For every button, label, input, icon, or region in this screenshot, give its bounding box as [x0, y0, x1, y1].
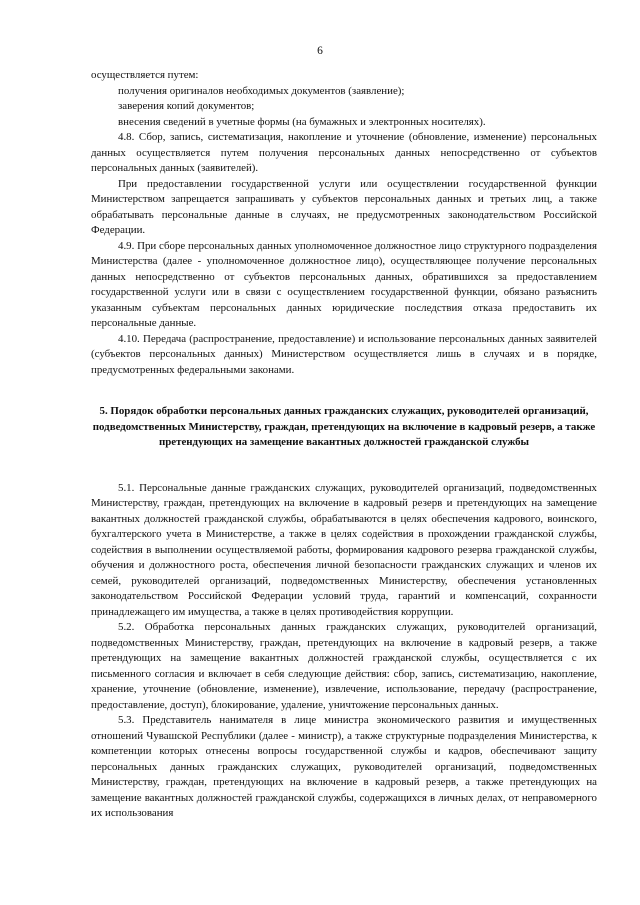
- section-5-heading: 5. Порядок обработки персональных данных гражданских служащих, руководителей организаций, подведомственных Министерству, граждан, претендующих на включение в кадровый резерв, а также претендующих на замещение вакантных должностей гражданской службы: [92, 405, 596, 448]
- paragraph-5-3: 5.3. Представитель нанимателя в лице министра экономического развития и имущественных отношений Чувашской Республики (далее - министр), а также структурные подразделения Министерства, к компетенции которых отнесены вопросы государственной службы и кадров, обеспечивают защиту персональных данных гражданских служащих, руководителей организаций, подведомственных Министерству, граждан, претендующих на включение в кадровый резерв, а также претендующих на замещение вакантных должностей гражданской службы, содержащихся в личных делах, от неправомерного их использования: [91, 714, 597, 819]
- paragraph-4-9: 4.9. При сборе персональных данных уполномоченное должностное лицо структурного подразделения Министерства (далее - уполномоченное должностное лицо), осуществляющее получение персональных данных непосредственно от субъектов персональных данных, обратившихся за предоставлением государственной услуги или в связи с осуществлением государственной функции, обязано разъяснить указанным субъектам персональных данных юридические последствия отказа предоставить их персональные данные.: [91, 239, 597, 329]
- document-body: [91, 68, 597, 822]
- intro-line: осуществляется путем:: [91, 69, 199, 81]
- paragraph-4-8: 4.8. Сбор, запись, систематизация, накопление и уточнение (обновление, изменение) персональных данных осуществляется путем получения персональных данных непосредственно от субъектов персональных данных (заявителей).: [91, 131, 597, 174]
- paragraph-5-1: 5.1. Персональные данные гражданских служащих, руководителей организаций, подведомственных Министерству, граждан, претендующих на включение в кадровый резерв и претендующих на замещение вакантных должностей гражданской службы, обрабатываются в целях обеспечения кадрового, воинского, бухгалтерского учета в Министерстве, а также в целях содействия в прохождении гражданской службы, содействия в выполнении осуществляемой работы, формирования кадрового резерва гражданской службы, обучения и должностного роста, обеспечения личной безопасности гражданских служащих и членов их семей, руководителей организаций, подведомственных Министерству, обеспечения установленных законодательством Российской Федерации условий труда, гарантий и компенсаций, сохранности принадлежащего им имущества, а также в целях противодействия коррупции.: [91, 481, 597, 618]
- page-number: 6: [317, 45, 323, 57]
- list-item: получения оригиналов необходимых документов (заявление);: [118, 84, 405, 97]
- paragraph-4-10: 4.10. Передача (распространение, предоставление) и использование персональных данных заявителей (субъектов персональных данных) Министерством осуществляется лишь в случаях и в порядке, предусмотренных федеральными законами.: [91, 332, 597, 376]
- list-item: внесения сведений в учетные формы (на бумажных и электронных носителях).: [118, 115, 486, 128]
- paragraph-5-2: 5.2. Обработка персональных данных гражданских служащих, руководителей организаций, подведомственных Министерству, граждан, претендующих на включение в кадровый резерв, а также претендующих на замещение вакантных должностей гражданской службы, осуществляется с их письменного согласия и включает в себя следующие действия: сбор, запись, систематизацию, накопление, хранение, уточнение (обновление, изменение), извлечение, использование, передачу (распространение, предоставление, доступ), блокирование, удаление, уничтожение персональных данных.: [91, 621, 597, 711]
- paragraph-4-8-cont: При предоставлении государственной услуги или осуществлении государственной функции Министерством запрещается запрашивать у субъектов персональных данных и третьих лиц, а также обрабатывать персональные данные в случаях, не предусмотренных законодательством Российской Федерации.: [91, 177, 597, 236]
- list-item: заверения копий документов;: [118, 100, 255, 112]
